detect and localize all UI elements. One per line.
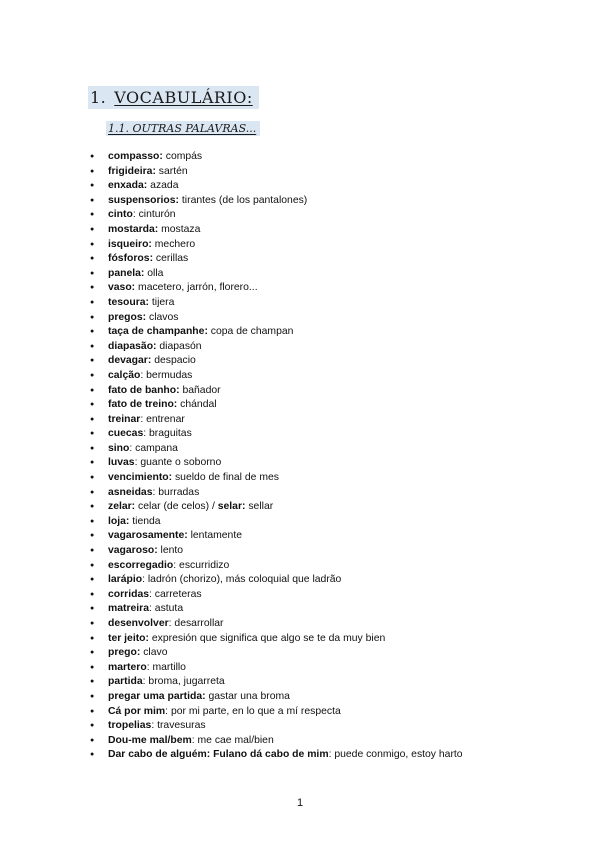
- vocab-item: [90, 719, 570, 734]
- vocab-term: tropelias: [108, 720, 152, 732]
- vocab-term: vagaroso:: [108, 545, 158, 557]
- vocab-definition: mostaza: [158, 223, 201, 235]
- vocab-item: [90, 208, 570, 223]
- vocab-definition: sartén: [155, 165, 188, 177]
- vocab-item: [90, 340, 570, 355]
- vocab-term: cinto: [108, 209, 133, 221]
- vocab-term: corridas: [108, 588, 150, 600]
- vocab-term: devagar:: [108, 355, 152, 367]
- vocab-term: martero: [108, 661, 147, 673]
- vocab-item: [90, 529, 570, 544]
- vocab-term: vencimiento:: [108, 472, 173, 484]
- vocab-definition: tirantes (de los pantalones): [179, 194, 308, 206]
- vocab-term: desenvolver: [108, 618, 169, 629]
- vocab-term: Dou-me mal/bem: [108, 734, 192, 746]
- vocab-item: [90, 602, 570, 617]
- vocab-definition: clavos: [146, 311, 179, 323]
- vocab-item: [90, 471, 570, 486]
- vocab-definition: : cinturón: [132, 209, 176, 221]
- vocab-item: [90, 413, 570, 428]
- vocab-definition: sueldo de final de mes: [172, 472, 279, 484]
- vocab-item: [90, 150, 570, 165]
- page-number: 1: [296, 797, 304, 809]
- vocab-definition: : escurridizo: [173, 559, 230, 571]
- vocab-term: zelar:: [108, 501, 136, 513]
- vocab-definition: clavo: [140, 647, 168, 659]
- vocab-term: treinar: [108, 413, 141, 425]
- vocab-item: [90, 325, 570, 340]
- vocab-item: [90, 427, 570, 442]
- vocab-item: [90, 661, 570, 676]
- vocab-item: [90, 296, 570, 311]
- vocab-definition: celar (de celos) /: [135, 501, 218, 513]
- vocabulary-list: [90, 150, 570, 763]
- vocab-item: [90, 646, 570, 661]
- vocab-definition: : guante o soborno: [134, 457, 222, 469]
- vocab-definition: gastar una broma: [205, 690, 290, 702]
- vocab-definition: azada: [147, 180, 179, 192]
- vocab-definition: : braguitas: [143, 428, 192, 440]
- vocab-item: [90, 165, 570, 180]
- vocab-term: loja:: [108, 515, 130, 527]
- vocab-definition: : ladrón (chorizo), más coloquial que ladrão: [142, 574, 342, 586]
- vocab-item: [90, 734, 570, 749]
- vocab-definition: : travesuras: [151, 720, 206, 732]
- vocab-item: [90, 398, 570, 413]
- vocab-item: [90, 632, 570, 647]
- vocab-item: [90, 690, 570, 705]
- vocab-item: [90, 267, 570, 282]
- vocab-item: [90, 748, 570, 763]
- vocab-definition: compás: [162, 151, 203, 162]
- vocab-item: [90, 573, 570, 588]
- vocab-item: [90, 486, 570, 501]
- vocab-item: [90, 559, 570, 574]
- vocab-item: [90, 179, 570, 194]
- vocab-definition: : desarrollar: [168, 618, 224, 629]
- vocab-term: suspensorios:: [108, 194, 180, 206]
- vocab-item: [90, 544, 570, 559]
- vocab-term: pregos:: [108, 311, 147, 323]
- vocab-term: luvas: [108, 457, 135, 469]
- vocab-item: [90, 238, 570, 253]
- vocab-definition: macetero, jarrón, florero...: [135, 282, 258, 294]
- vocab-definition: lento: [157, 545, 184, 557]
- vocab-term: vaso:: [108, 282, 136, 294]
- vocab-definition: : por mi parte, en lo que a mí respecta: [165, 705, 341, 717]
- vocab-term: tesoura:: [108, 296, 149, 308]
- vocab-term: enxada:: [108, 180, 148, 192]
- vocab-term: matreira: [108, 603, 150, 615]
- section-number: 1.: [90, 88, 107, 107]
- vocab-term: sino: [108, 442, 130, 454]
- vocab-definition: sellar: [245, 501, 274, 513]
- vocab-term: asneidas: [108, 486, 153, 498]
- vocab-term: fósforos:: [108, 253, 154, 265]
- vocab-term: fato de banho:: [108, 384, 180, 396]
- vocab-item: [90, 311, 570, 326]
- vocab-term: selar:: [217, 501, 246, 513]
- section-title: VOCABULÁRIO:: [114, 88, 253, 107]
- vocab-definition: cerillas: [153, 253, 189, 265]
- vocab-definition: mechero: [151, 238, 196, 250]
- vocab-definition: : bermudas: [140, 369, 193, 381]
- vocab-term: Cá por mim: [108, 705, 166, 717]
- vocab-item: [90, 442, 570, 457]
- vocab-definition: diapasón: [156, 340, 202, 352]
- vocab-definition: copa de champan: [207, 326, 294, 338]
- vocab-definition: : me cae mal/bien: [191, 734, 274, 746]
- vocab-term: Dar cabo de alguém: Fulano dá cabo de mim: [108, 749, 329, 761]
- vocab-term: prego:: [108, 647, 141, 659]
- vocab-definition: : campana: [129, 442, 178, 454]
- vocab-item: [90, 705, 570, 720]
- vocab-term: frigideira:: [108, 165, 156, 177]
- vocab-definition: : burradas: [152, 486, 200, 498]
- vocab-definition: : martillo: [146, 661, 186, 673]
- vocab-definition: lentamente: [187, 530, 243, 542]
- vocab-definition: tijera: [149, 296, 175, 308]
- vocab-definition: bañador: [179, 384, 221, 396]
- vocab-term: partida: [108, 676, 143, 688]
- vocab-definition: chándal: [177, 399, 217, 411]
- vocab-definition: : carreteras: [149, 588, 202, 600]
- vocab-term: diapasão:: [108, 340, 157, 352]
- vocab-definition: : entrenar: [140, 413, 185, 425]
- vocab-term: fato de treino:: [108, 399, 178, 411]
- subsection-heading: 1.1. OUTRAS PALAVRAS...: [106, 121, 260, 136]
- vocab-term: pregar uma partida:: [108, 690, 206, 702]
- vocab-term: mostarda:: [108, 223, 159, 235]
- vocab-term: taça de champanhe:: [108, 326, 208, 338]
- vocab-term: larápio: [108, 574, 143, 586]
- vocab-definition: : puede conmigo, estoy harto: [328, 749, 463, 761]
- vocab-item: [90, 223, 570, 238]
- vocab-definition: olla: [144, 267, 164, 279]
- vocab-term: vagarosamente:: [108, 530, 188, 542]
- vocab-item: [90, 500, 570, 515]
- vocab-item: [90, 384, 570, 399]
- vocab-definition: : astuta: [149, 603, 184, 615]
- vocab-item: [90, 588, 570, 603]
- vocab-item: [90, 194, 570, 209]
- vocab-item: [90, 369, 570, 384]
- vocab-item: [90, 354, 570, 369]
- vocab-item: [90, 252, 570, 267]
- vocab-item: [90, 456, 570, 471]
- vocab-definition: despacio: [151, 355, 196, 367]
- vocab-definition: expresión que significa que algo se te da muy bien: [149, 632, 386, 644]
- vocab-definition: tienda: [129, 515, 161, 527]
- vocab-term: ter jeito:: [108, 632, 149, 644]
- vocab-term: compasso:: [108, 151, 163, 162]
- vocab-definition: : broma, jugarreta: [142, 676, 225, 688]
- vocab-term: calção: [108, 369, 141, 381]
- vocab-term: escorregadio: [108, 559, 174, 571]
- vocab-term: isqueiro:: [108, 238, 152, 250]
- vocab-item: [90, 675, 570, 690]
- vocab-term: panela:: [108, 267, 145, 279]
- vocab-item: [90, 515, 570, 530]
- section-heading: [88, 86, 259, 109]
- vocab-item: [90, 617, 570, 632]
- vocab-term: cuecas: [108, 428, 144, 440]
- vocab-item: [90, 281, 570, 296]
